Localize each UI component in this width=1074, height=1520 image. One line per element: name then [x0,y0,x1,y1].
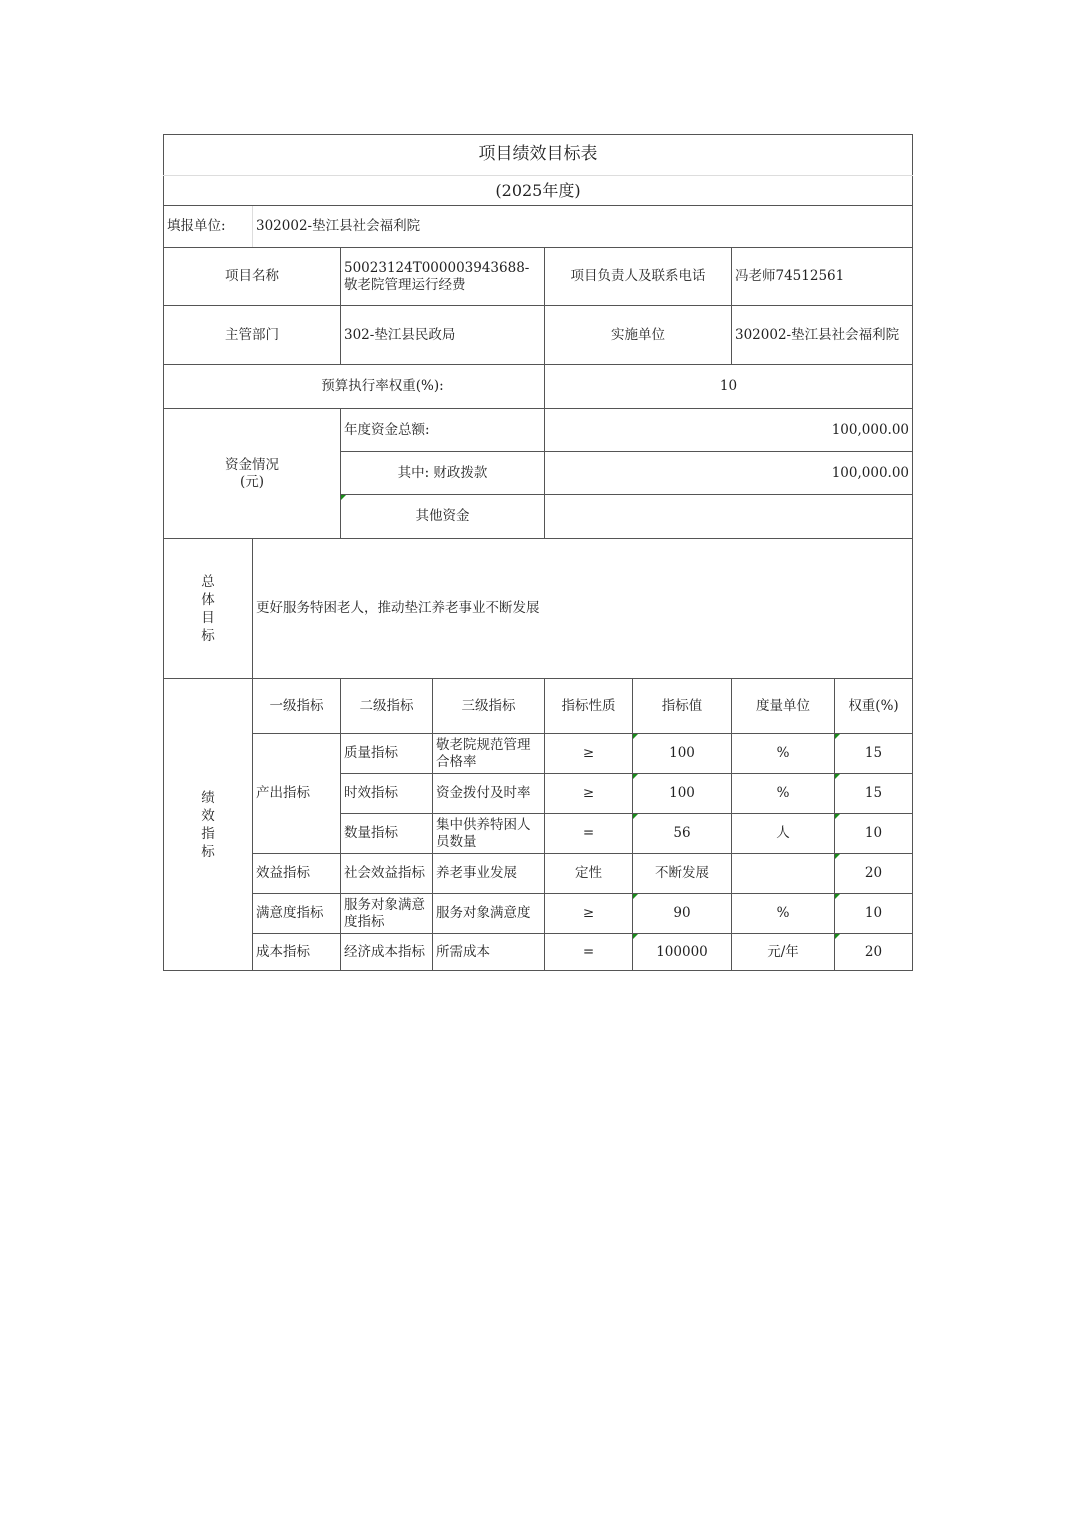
indicator-value: 100 [633,734,732,774]
project-contact-label: 项目负责人及联系电话 [545,248,732,306]
indicator-value: 不断发展 [633,854,732,894]
indicator-value: 100000 [633,934,732,971]
header-value: 指标值 [633,679,732,734]
indicator-unit: 人 [732,814,835,854]
performance-target-sheet [163,134,912,970]
indicator-level3: 所需成本 [433,934,545,971]
fiscal-funds-value: 100,000.00 [545,452,913,495]
indicator-value: 100 [633,774,732,814]
reporting-unit-label: 填报单位: [164,206,253,248]
table-row [164,934,913,971]
overall-goal-value: 更好服务特困老人，推动垫江养老事业不断发展 [253,539,913,679]
indicator-level3: 服务对象满意度 [433,894,545,934]
project-contact-value: 冯老师74512561 [732,248,913,306]
indicator-weight: 20 [835,854,913,894]
header-level2: 二级指标 [341,679,433,734]
indicator-nature: ≥ [545,894,633,934]
indicator-level2: 时效指标 [341,774,433,814]
indicator-unit: % [732,774,835,814]
indicator-weight: 15 [835,734,913,774]
project-name-label: 项目名称 [164,248,341,306]
indicator-level1: 成本指标 [253,934,341,971]
indicator-weight: 10 [835,894,913,934]
table-row [164,854,913,894]
indicator-level2: 质量指标 [341,734,433,774]
fiscal-year: (2025年度) [164,176,913,206]
indicator-level1: 效益指标 [253,854,341,894]
indicator-level3: 敬老院规范管理合格率 [433,734,545,774]
table-row [164,894,913,934]
indicator-weight: 15 [835,774,913,814]
indicator-unit [732,854,835,894]
indicator-level2: 服务对象满意度指标 [341,894,433,934]
budget-rate-value: 10 [545,365,913,409]
indicator-level3: 养老事业发展 [433,854,545,894]
fiscal-funds-label: 其中: 财政拨款 [341,452,545,495]
indicators-label: 绩效指标 [164,679,253,971]
indicator-level2: 社会效益指标 [341,854,433,894]
indicator-unit: % [732,894,835,934]
indicator-level3: 资金拨付及时率 [433,774,545,814]
indicator-nature: = [545,934,633,971]
funds-label: 资金情况 (元) [164,409,341,539]
indicator-weight: 20 [835,934,913,971]
project-name-value: 50023124T000003943688-敬老院管理运行经费 [341,248,545,306]
header-nature: 指标性质 [545,679,633,734]
indicator-weight: 10 [835,814,913,854]
implementing-unit-label: 实施单位 [545,306,732,365]
total-funds-value: 100,000.00 [545,409,913,452]
indicator-level2: 数量指标 [341,814,433,854]
indicator-level3: 集中供养特困人员数量 [433,814,545,854]
indicator-nature: 定性 [545,854,633,894]
indicator-level1: 产出指标 [253,734,341,854]
indicator-nature: ≥ [545,734,633,774]
indicator-level1: 满意度指标 [253,894,341,934]
budget-rate-label: 预算执行率权重(%): [164,365,545,409]
reporting-unit-value: 302002-垫江县社会福利院 [253,206,913,248]
header-level1: 一级指标 [253,679,341,734]
other-funds-label: 其他资金 [341,495,545,539]
total-funds-label: 年度资金总额: [341,409,545,452]
indicator-value: 56 [633,814,732,854]
other-funds-value [545,495,913,539]
indicator-nature: ≥ [545,774,633,814]
header-weight: 权重(%) [835,679,913,734]
indicator-unit: 元/年 [732,934,835,971]
department-label: 主管部门 [164,306,341,365]
page-title: 项目绩效目标表 [164,135,913,176]
table-row [164,734,913,774]
performance-table [163,134,913,971]
department-value: 302-垫江县民政局 [341,306,545,365]
indicator-level2: 经济成本指标 [341,934,433,971]
indicator-value: 90 [633,894,732,934]
indicator-unit: % [732,734,835,774]
header-level3: 三级指标 [433,679,545,734]
implementing-unit-value: 302002-垫江县社会福利院 [732,306,913,365]
overall-goal-label: 总体目标 [164,539,253,679]
header-unit: 度量单位 [732,679,835,734]
indicator-nature: = [545,814,633,854]
